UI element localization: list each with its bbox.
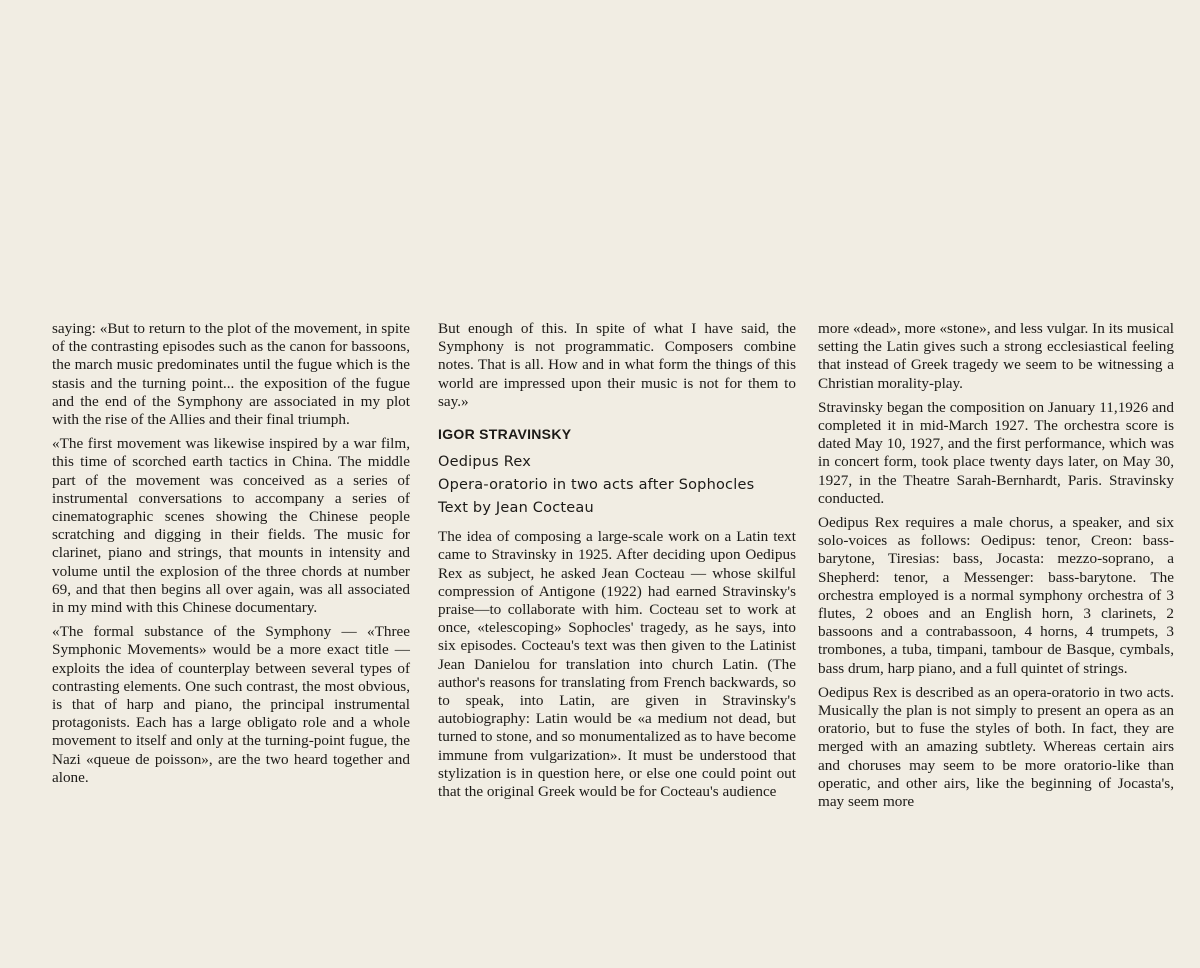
paragraph: The idea of composing a large-scale work on a Latin text came to Stravinsky in 1925. After deciding upon Oedipus Rex as subject, he asked Jean Cocteau — whose skilful compression of Antigone (1922) had earned Stravinsky's praise—to collaborate with him. Cocteau set to work at once, «telescoping» Sophocles' tragedy, as he says, into six episodes. Cocteau's text was then given to the Latinist Jean Danielou for translation into church Latin. (The author's reasons for translating from French backwards, so to speak, into Latin, are given in Stravinsky's autobiography: Latin would be «a medium not dead, but turned to stone, and so monumentalized as to have become immune from vulgarization». It must be understood that stylization is in question here, or else one could point out that the original Greek would be for Cocteau's audience (438, 528, 796, 801)
paragraph: more «dead», more «stone», and less vulgar. In its musical setting the Latin gives such a strong ecclesiastical feeling that instead of Greek tragedy we seem to be witnessing a Christian morality-play. (818, 320, 1174, 392)
work-title: Oedipus Rex (438, 454, 531, 471)
text-column-right (818, 320, 1174, 811)
paragraph: Oedipus Rex is described as an opera-oratorio in two acts. Musically the plan is not simply to present an opera as an oratorio, but to fuse the styles of both. In fact, they are merged with an amazing subtlety. Whereas certain airs and choruses may seem to be more oratorio-like than operatic, and other airs, like the beginning of Jocasta's, may seem more (818, 683, 1174, 811)
paragraph: saying: «But to return to the plot of the movement, in spite of the contrasting episodes such as the canon for bassoons, the march music predominates until the fugue which is the stasis and the turning point... the exposition of the fugue and the end of the Symphony are associated in my plot with the rise of the Allies and their final triumph. (52, 320, 410, 429)
paragraph: «The formal substance of the Symphony — «Three Symphonic Movements» would be a more exact title — exploits the idea of counterplay between several types of contrasting elements. One such contrast, the most obvious, is that of harp and piano, the principal instrumental protagonists. Each has a large obligato role and a whole movement to itself and only at the turning-point fugue, the Nazi «queue de poisson», are the two heard together and alone. (52, 623, 410, 786)
paragraph: But enough of this. In spite of what I have said, the Symphony is not programmatic. Composers combine notes. That is all. How and in what form the things of this world are impressed upon their music is not for them to say.» (438, 320, 796, 410)
text-column-left (52, 320, 410, 787)
paragraph: «The first movement was likewise inspired by a war film, this time of scorched earth tactics in China. The middle part of the movement was conceived as a series of instrumental conversations to accompany a series of cinematographic scenes showing the Chinese people scratching and digging in their fields. The music for clarinet, piano and strings, that mounts in intensity and volume until the explosion of the three chords at number 69, and that then begins all over again, was all associated in my mind with this Chinese documentary. (52, 435, 410, 617)
work-info (438, 451, 796, 520)
section-heading: IGOR STRAVINSKY (438, 426, 572, 443)
text-column-middle (438, 320, 796, 801)
paragraph: Stravinsky began the composition on January 11,1926 and completed it in mid-March 1927. The orchestra score is dated May 10, 1927, and the first performance, which was in concert form, took place twenty days later, on May 30, 1927, in the Theatre Sarah-Bernhardt, Paris. Stravinsky conducted. (818, 398, 1174, 507)
work-genre: Opera-oratorio in two acts after Sophocles (438, 477, 755, 494)
work-text-by: Text by Jean Cocteau (438, 500, 594, 517)
paragraph: Oedipus Rex requires a male chorus, a speaker, and six solo-voices as follows: Oedipus: tenor, Creon: bass-barytone, Tiresias: bass, Jocasta: mezzo-soprano, a Shepherd: tenor, a Messenger: bass-barytone. The orchestra employed is a normal symphony orchestra of 3 flutes, 2 oboes and an English horn, 3 clarinets, 2 bassoons and a contrabassoon, 4 horns, 4 trumpets, 3 trombones, a tuba, timpani, tambour de Basque, cymbals, bass drum, harp piano, and a full quintet of strings. (818, 514, 1174, 677)
